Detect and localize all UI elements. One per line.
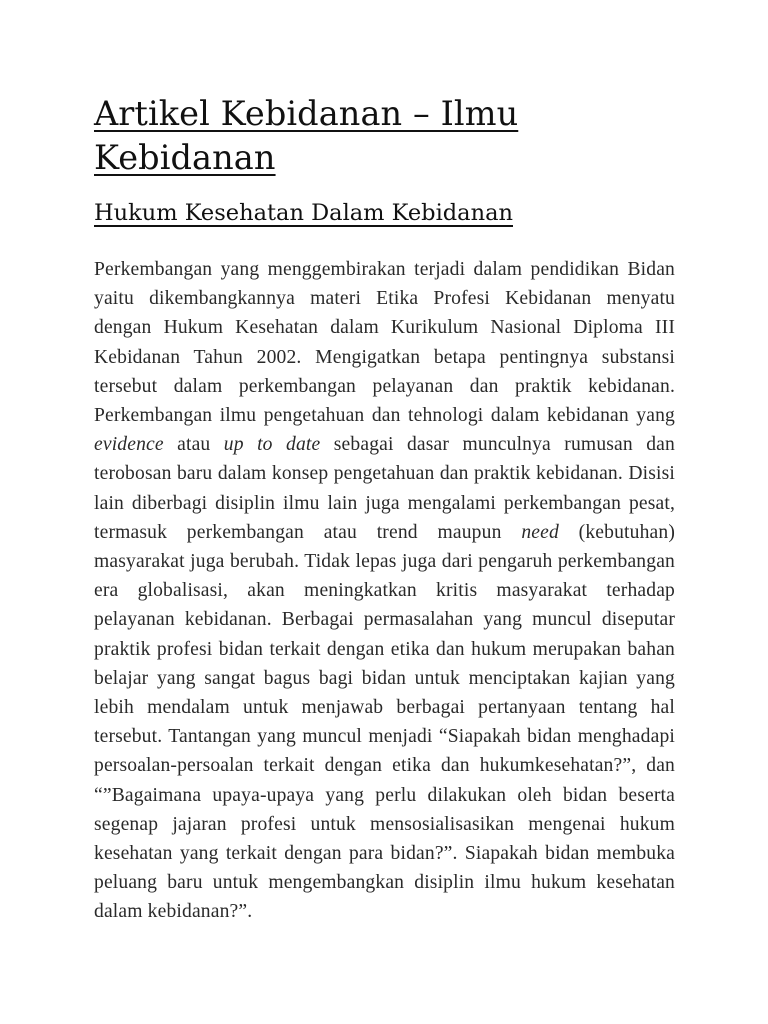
paragraph-text: atau <box>163 434 224 456</box>
article-title: Artikel Kebidanan – Ilmu Kebidanan <box>94 94 519 177</box>
document-page <box>94 92 675 927</box>
italic-term-evidence: evidence <box>94 434 164 456</box>
paragraph-text: (kebutuhan) masyarakat juga berubah. Tidak lepas juga dari pengaruh perkembangan era globalisasi, akan meningkatkan kritis masyarakat terhadap pelayanan kebidanan. Berbagai permasalahan yang muncul diseputar praktik profesi bidan terkait dengan etika dan hukum merupakan bahan belajar yang sangat bagus bagi bidan untuk menciptakan kajian yang lebih mendalam untuk menjawab berbagai pertanyaan tentang hal tersebut. Tantangan yang muncul menjadi “Siapakah bidan menghadapi persoalan-persoalan terkait dengan etika dan hukumkesehatan?”, dan “”Bagaimana upaya-upaya yang perlu dilakukan oleh bidan beserta segenap jajaran profesi untuk mensosialisasikan mengenai hukum kesehatan yang terkait dengan para bidan?”. Siapakah bidan membuka peluang baru untuk mengembangkan disiplin ilmu hukum kesehatan dalam kebidanan?”. <box>94 521 675 923</box>
italic-term-up-to-date: up to date <box>223 434 321 456</box>
paragraph-text: Perkembangan yang menggembirakan terjadi dalam pendidikan Bidan yaitu dikembangkannya materi Etika Profesi Kebidanan menyatu dengan Hukum Kesehatan dalam Kurikulum Nasional Diploma III Kebidanan Tahun 2002. Mengigatkan betapa pentingnya substansi tersebut dalam perkembangan pelayanan dan praktik kebidanan. Perkembangan ilmu pengetahuan dan tehnologi dalam kebidanan yang <box>94 259 675 427</box>
body-paragraph <box>94 255 675 927</box>
italic-term-need: need <box>521 521 559 543</box>
article-subtitle: Hukum Kesehatan Dalam Kebidanan <box>94 200 513 226</box>
paragraph-text: sebagai dasar munculnya rumusan dan terobosan baru dalam konsep pengetahuan dan praktik kebidanan. Disisi lain diberbagi disiplin ilmu lain juga mengalami perkembangan pesat, termasuk perkembangan atau trend maupun <box>94 434 675 543</box>
